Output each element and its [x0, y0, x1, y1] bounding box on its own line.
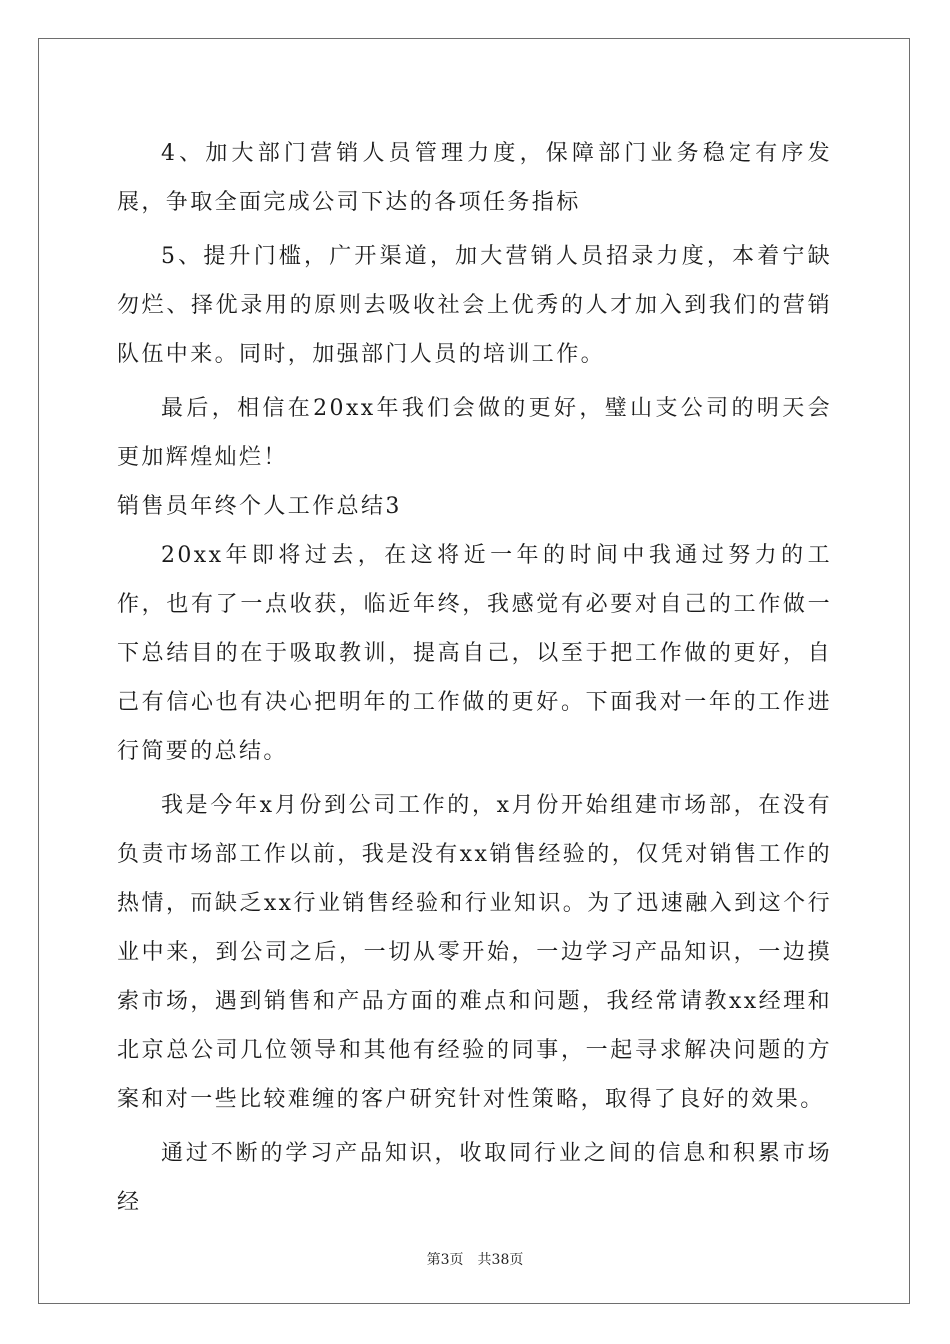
paragraph-conclusion: 最后，相信在20xx年我们会做的更好，璧山支公司的明天会更加辉煌灿烂！ — [117, 396, 832, 470]
paragraph-item-4: 4、加大部门营销人员管理力度，保障部门业务稳定有序发展，争取全面完成公司下达的各项任务指标 — [117, 141, 832, 215]
page-footer — [0, 1249, 950, 1269]
paragraph-item-5: 5、提升门槛，广开渠道，加大营销人员招录力度，本着宁缺勿烂、择优录用的原则去吸收社会上优秀的人才加入到我们的营销队伍中来。同时，加强部门人员的培训工作。 — [117, 244, 832, 367]
document-body — [117, 129, 832, 1227]
paragraph-intro: 20xx年即将过去，在这将近一年的时间中我通过努力的工作，也有了一点收获，临近年终，我感觉有必要对自己的工作做一下总结目的在于吸取教训，提高自己，以至于把工作做的更好，自己有信心也有决心把明年的工作做的更好。下面我对一年的工作进行简要的总结。 — [117, 543, 832, 764]
page-total: 共38页 — [477, 1252, 524, 1268]
paragraph-learning: 通过不断的学习产品知识，收取同行业之间的信息和积累市场经 — [117, 1141, 832, 1215]
page-number: 第3页 — [426, 1252, 464, 1268]
section-title: 销售员年终个人工作总结3 — [117, 494, 402, 519]
paragraph-experience: 我是今年x月份到公司工作的，x月份开始组建市场部，在没有负责市场部工作以前，我是没有xx销售经验的，仅凭对销售工作的热情，而缺乏xx行业销售经验和行业知识。为了迅速融入到这个行业中来，到公司之后，一切从零开始，一边学习产品知识，一边摸索市场，遇到销售和产品方面的难点和问题，我经常请教xx经理和北京总公司几位领导和其他有经验的同事，一起寻求解决问题的方案和对一些比较难缠的客户研究针对性策略，取得了良好的效果。 — [117, 793, 832, 1112]
